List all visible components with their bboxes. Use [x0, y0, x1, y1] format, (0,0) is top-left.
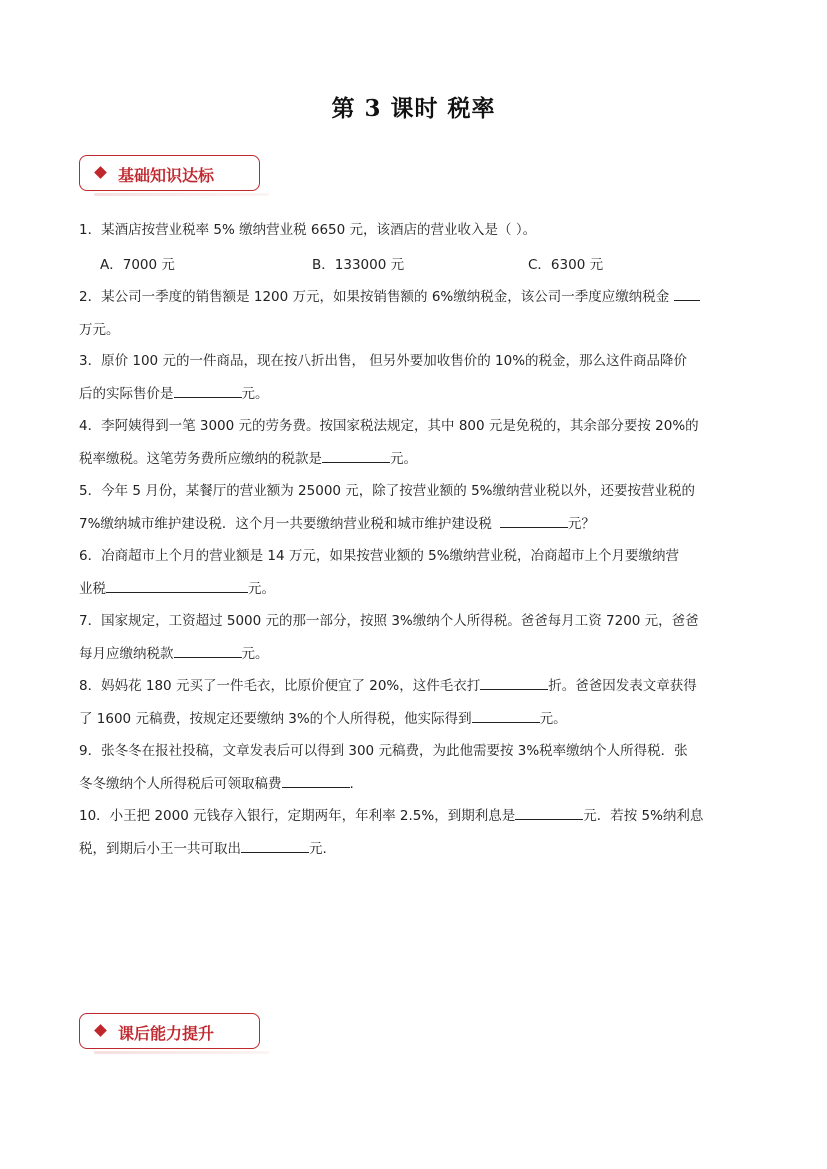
page-title: 第 3 课时 税率 — [331, 95, 496, 122]
question-3-line2b: 元。 — [241, 386, 269, 402]
question-7-line2b: 元。 — [241, 646, 269, 662]
question-2-line1: 2．某公司一季度的销售额是 1200 万元，如果按销售额的 6%缴纳税金，该公司一季度应缴纳税金 — [79, 289, 670, 305]
question-8 — [79, 670, 751, 736]
question-3-line1: 3．原价 100 元的一件商品，现在按八折出售， 但另外要加收售价的 10%的税金，那么这件商品降价 — [79, 353, 688, 369]
question-10-line1a: 10．小王把 2000 元钱存入银行，定期两年，年利率 2.5%，到期利息是 — [79, 808, 516, 824]
option-c: C．6300 元 — [528, 257, 604, 273]
question-8-line1b: 折。爸爸因发表文章获得 — [548, 678, 697, 694]
question-7-line2a: 每月应缴纳税款 — [79, 646, 174, 662]
answer-blank[interactable] — [480, 674, 548, 690]
section-advanced-label: 课后能力提升 — [118, 1024, 215, 1043]
question-2 — [79, 281, 751, 347]
question-8-line2b: 元。 — [539, 711, 567, 727]
question-8-line1a: 8．妈妈花 180 元买了一件毛衣，比原价便宜了 20%，这件毛衣打 — [79, 678, 481, 694]
option-a: A．7000 元 — [100, 257, 175, 273]
question-5 — [79, 475, 751, 541]
question-9-line1: 9．张冬冬在报社投稿，文章发表后可以得到 300 元稿费，为此他需要按 3%税率缴纳个人所得税．张 — [79, 743, 688, 759]
question-6-line1: 6．冶商超市上个月的营业额是 14 万元，如果按营业额的 5%缴纳营业税，冶商超市上个月要缴纳营 — [79, 548, 680, 564]
answer-blank[interactable] — [282, 772, 350, 788]
answer-blank[interactable] — [322, 447, 390, 463]
answer-blank[interactable] — [674, 285, 700, 301]
answer-blank[interactable] — [472, 707, 540, 723]
question-2-line2: 万元。 — [79, 322, 120, 338]
question-4-line2b: 元。 — [390, 451, 417, 467]
question-9-line2b: . — [349, 776, 354, 792]
question-4 — [79, 410, 751, 476]
section-basic-label: 基础知识达标 — [118, 166, 215, 185]
question-9 — [79, 735, 751, 801]
question-7 — [79, 605, 751, 671]
section-advanced-header — [79, 1013, 260, 1049]
question-10-line2a: 税，到期后小王一共可取出 — [79, 841, 241, 857]
answer-blank[interactable] — [106, 577, 248, 593]
question-5-line2b: 元？ — [567, 516, 595, 532]
question-3 — [79, 345, 751, 411]
question-5-line2a: 7%缴纳城市维护建设税．这个月一共要缴纳营业税和城市维护建设税 — [79, 516, 492, 532]
question-3-line2a: 后的实际售价是 — [79, 386, 174, 402]
question-4-line2a: 税率缴税。这笔劳务费所应缴纳的税款是 — [79, 451, 322, 467]
question-8-line2a: 了 1600 元稿费，按规定还要缴纳 3%的个人所得税，他实际得到 — [79, 711, 472, 727]
question-6-line2a: 业税 — [79, 581, 106, 597]
answer-blank[interactable] — [174, 382, 242, 398]
answer-blank[interactable] — [500, 512, 568, 528]
question-1-text: 1．某酒店按营业税率 5% 缴纳营业税 6650 元，该酒店的营业收入是（ ）。 — [79, 222, 537, 238]
question-6-line2b: 元。 — [248, 581, 275, 597]
answer-blank[interactable] — [174, 642, 242, 658]
question-6 — [79, 540, 751, 606]
question-10 — [79, 800, 751, 866]
option-b: B．133000 元 — [312, 257, 405, 273]
question-9-line2a: 冬冬缴纳个人所得税后可领取稿费 — [79, 776, 282, 792]
question-10-line1b: 元．若按 5%纳利息 — [583, 808, 704, 824]
diamond-icon — [94, 166, 107, 179]
answer-blank[interactable] — [241, 837, 309, 853]
question-1 — [79, 214, 751, 247]
answer-blank[interactable] — [515, 804, 583, 820]
question-10-line2b: 元. — [309, 841, 327, 857]
question-5-line1: 5．今年 5 月份，某餐厅的营业额为 25000 元，除了按营业额的 5%缴纳营业税以外，还要按营业税的 — [79, 483, 695, 499]
question-4-line1: 4．李阿姨得到一笔 3000 元的劳务费。按国家税法规定，其中 800 元是免税的，其余部分要按 20%的 — [79, 418, 699, 434]
diamond-icon — [94, 1024, 107, 1037]
section-basic-header — [79, 155, 260, 191]
question-7-line1: 7．国家规定，工资超过 5000 元的那一部分，按照 3%缴纳个人所得税。爸爸每月工资 7200 元，爸爸 — [79, 613, 699, 629]
